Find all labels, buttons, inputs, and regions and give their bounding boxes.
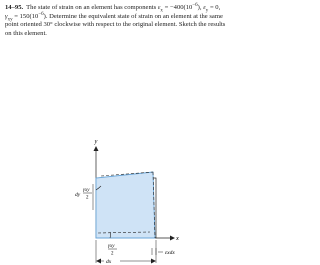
gamma-bottom-denominator: 2 (111, 251, 114, 257)
strain-ex-symbol: ε (157, 4, 161, 11)
shear-gxy-subscript: xy (7, 16, 13, 22)
shear-gxy-close: ). (43, 12, 48, 20)
strain-ex-close: ), (197, 4, 202, 11)
x-axis-label: x (176, 235, 179, 242)
gamma-left-denominator: 2 (86, 195, 89, 201)
gamma-bottom-numerator: γxy (108, 244, 115, 249)
dy-label: dy (75, 192, 81, 198)
y-axis-label: y (94, 138, 98, 145)
shear-gxy-symbol: γ (5, 12, 8, 20)
strain-ey-subscript: y (205, 8, 209, 14)
strain-ex-exponent: −6 (192, 2, 198, 8)
shear-gxy-value: = 150(10 (12, 12, 39, 20)
problem-intro: The state of strain on an element has components (26, 4, 157, 11)
gamma-left-numerator: γxy (83, 188, 90, 193)
strain-ex-value: = −400(10 (162, 4, 193, 11)
strain-ey-value: = 0, (208, 4, 221, 11)
dx-label: dx (106, 259, 112, 265)
problem-number: 14–95. (5, 4, 24, 11)
deformed-element (96, 172, 155, 238)
shear-gxy-exponent: −6 (38, 11, 44, 17)
strain-ey-symbol: ε (203, 4, 206, 11)
problem-determine: Determine the equivalent state of strain on an element at the same point oriented 30° clockwise with respect to the original element. Sketch the results on this element. (5, 12, 226, 37)
strain-ex-subscript: x (160, 8, 163, 14)
ex-dx-label: εxdx (165, 250, 175, 256)
